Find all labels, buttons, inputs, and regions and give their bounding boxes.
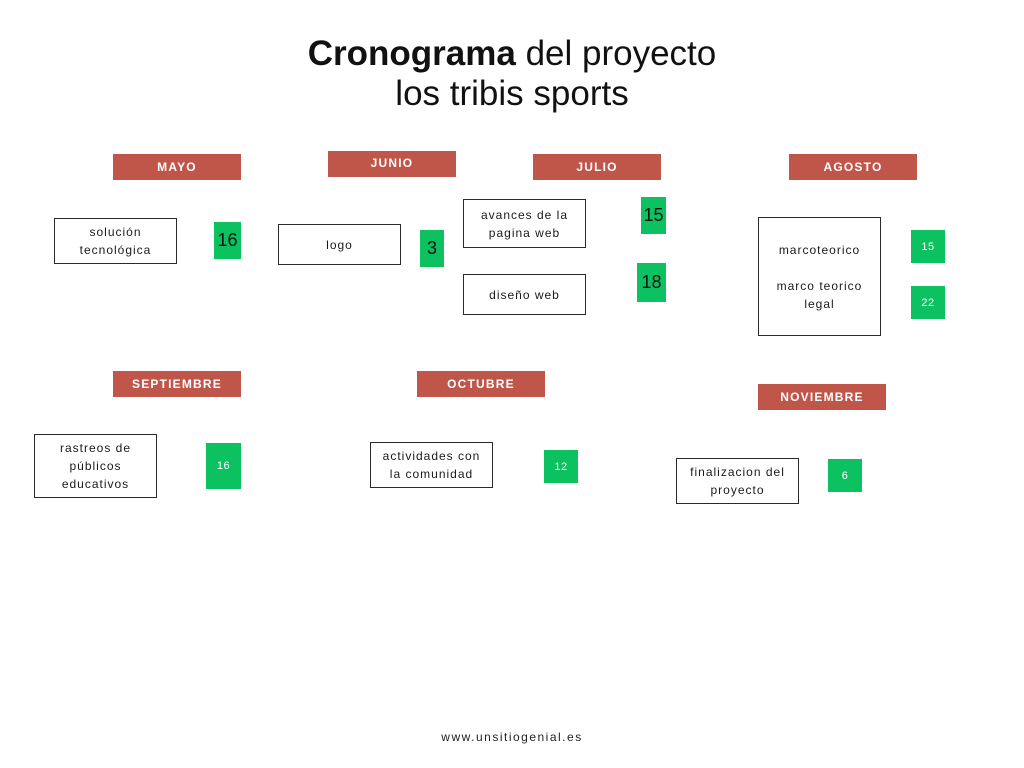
- task-avances-pagina-web: avances de la pagina web: [463, 199, 586, 248]
- day-badge-noviembre: 6: [828, 459, 862, 492]
- task-marco-teorico: [758, 217, 881, 336]
- day-badge-agosto-2: 22: [911, 286, 945, 319]
- month-header-octubre: OCTUBRE: [417, 371, 545, 397]
- day-badge-junio: 3: [420, 230, 444, 267]
- title-rest: del proyecto: [515, 34, 717, 73]
- month-header-julio: JULIO: [533, 154, 661, 180]
- month-header-agosto: AGOSTO: [789, 154, 917, 180]
- task-rastreos-publicos: rastreos de públicos educativos: [34, 434, 157, 498]
- month-header-junio: JUNIO: [328, 151, 456, 177]
- task-finalizacion-proyecto: finalizacion del proyecto: [676, 458, 799, 504]
- day-badge-octubre: 12: [544, 450, 578, 483]
- month-header-noviembre: NOVIEMBRE: [758, 384, 886, 410]
- day-badge-agosto-1: 15: [911, 230, 945, 263]
- task-actividades-comunidad: actividades con la comunidad: [370, 442, 493, 488]
- day-badge-julio-1: 15: [641, 197, 666, 234]
- footer-website: www.unsitiogenial.es: [441, 730, 583, 744]
- day-badge-mayo: 16: [214, 222, 241, 259]
- task-marcoteorico-label: marcoteorico: [778, 242, 861, 257]
- task-marco-teorico-legal-label: marco teorico legal: [776, 278, 863, 311]
- page-title: [0, 34, 1024, 114]
- task-logo: logo: [278, 224, 401, 265]
- task-diseno-web: diseño web: [463, 274, 586, 315]
- title-subtitle: los tribis sports: [395, 74, 629, 113]
- day-badge-septiembre: 16: [206, 443, 241, 489]
- month-header-septiembre: SEPTIEMBRE: [113, 371, 241, 397]
- title-bold-word: Cronograma: [307, 34, 516, 73]
- task-solucion-tecnologica: solución tecnológica: [54, 218, 177, 264]
- day-badge-julio-2: 18: [637, 263, 666, 302]
- month-header-mayo: MAYO: [113, 154, 241, 180]
